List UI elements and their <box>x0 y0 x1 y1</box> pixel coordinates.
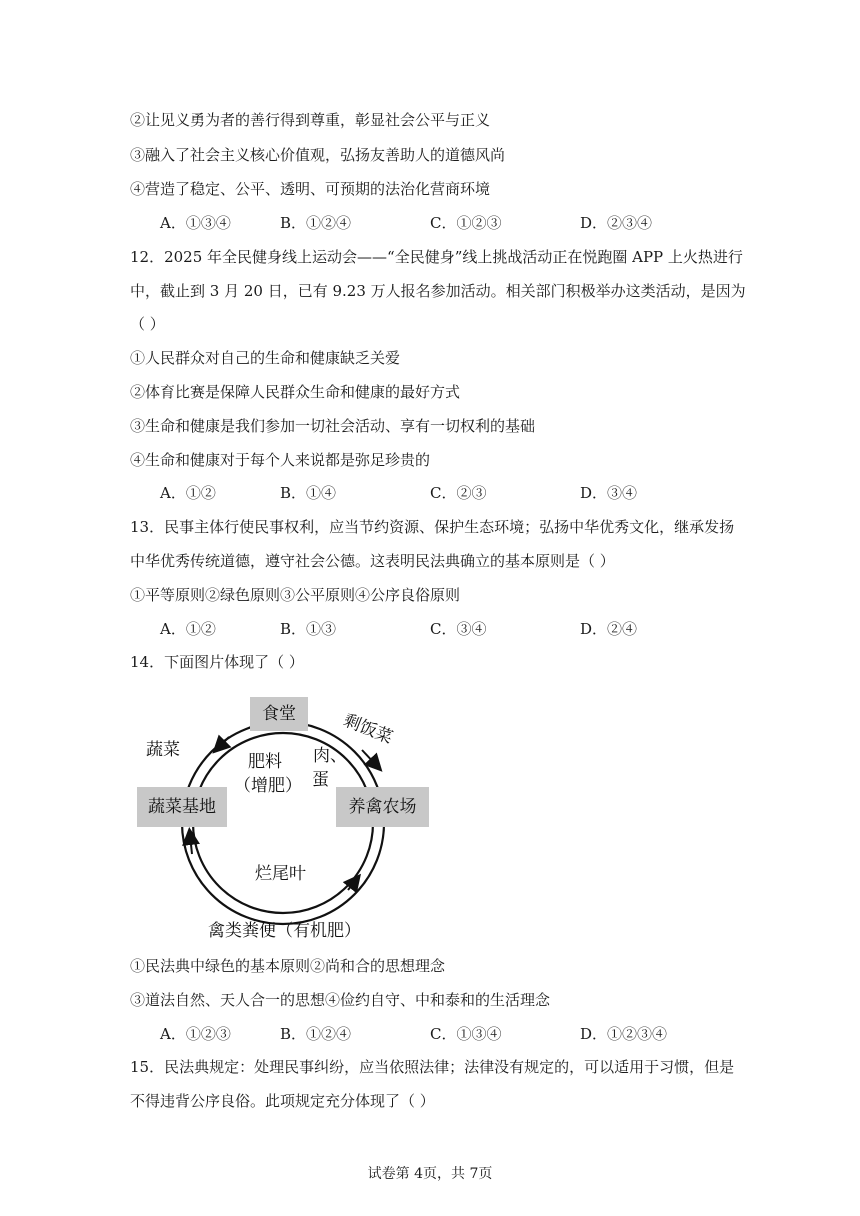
q15-stem-line-2: 不得违背公序良俗。此项规定充分体现了（ ） <box>130 1092 435 1110</box>
q13-option-a: A．①② <box>160 620 216 638</box>
leftovers-label: 剩饭菜 <box>340 710 396 749</box>
vegetable-base-box: 蔬菜基地 <box>137 787 227 827</box>
q12-stem-line-2: 中，截止到 3 月 20 日，已有 9.23 万人报名参加活动。相关部门积极举办这类活动，是因为 <box>130 282 746 300</box>
q12-stem-line-3: （ ） <box>130 315 165 333</box>
q14-option-a: A．①②③ <box>160 1025 231 1043</box>
q11-option-a: A．①③④ <box>160 214 231 232</box>
fertilizer-note-label: （增肥） <box>234 776 302 796</box>
q13-option-b: B．①③ <box>280 620 337 638</box>
q14-option-b: B．①②④ <box>280 1025 352 1043</box>
q13-stem-line-2: 中华优秀传统道德，遵守社会公德。这表明民法典确立的基本原则是（ ） <box>130 552 615 570</box>
q12-option-c: C．②③ <box>430 484 487 502</box>
vegetables-label: 蔬菜 <box>146 740 180 760</box>
q13-stem-line-1: 13．民事主体行使民事权利，应当节约资源、保护生态环境；弘扬中华优秀文化，继承发扬 <box>130 518 735 536</box>
q11-item-3: ③融入了社会主义核心价值观，弘扬友善助人的道德风尚 <box>130 146 506 164</box>
q14-item-line-1: ①民法典中绿色的基本原则②尚和合的思想理念 <box>130 957 446 975</box>
page-footer: 试卷第 4页，共 7页 <box>367 1166 493 1182</box>
q12-item-3: ③生命和健康是我们参加一切社会活动、享有一切权利的基础 <box>130 417 536 435</box>
q12-item-4: ④生命和健康对于每个人来说都是弥足珍贵的 <box>130 451 431 469</box>
q13-option-c: C．③④ <box>430 620 487 638</box>
arrow-base-up <box>190 835 192 854</box>
q12-option-b: B．①④ <box>280 484 337 502</box>
q14-item-line-2: ③道法自然、天人合一的思想④俭约自守、中和泰和的生活理念 <box>130 991 551 1009</box>
manure-label: 禽类粪便（有机肥） <box>208 921 361 941</box>
q13-items: ①平等原则②绿色原则③公平原则④公序良俗原则 <box>130 586 461 604</box>
q12-option-d: D．③④ <box>580 484 638 502</box>
poultry-farm-box: 养禽农场 <box>336 787 429 827</box>
q14-option-d: D．①②③④ <box>580 1025 668 1043</box>
cycle-diagram <box>130 690 440 945</box>
arrow-canteen-to-base <box>218 737 229 748</box>
meat-egg-label-1: 肉、 <box>313 746 347 766</box>
q14-option-c: C．①③④ <box>430 1025 502 1043</box>
q13-option-d: D．②④ <box>580 620 638 638</box>
rotten-leaves-label: 烂尾叶 <box>255 864 306 884</box>
q11-option-d: D．②③④ <box>580 214 653 232</box>
q12-item-1: ①人民群众对自己的生命和健康缺乏关爱 <box>130 349 401 367</box>
q12-option-a: A．①② <box>160 484 216 502</box>
q12-stem-line-1: 12．2025 年全民健身线上运动会——“全民健身”线上挑战活动正在悦跑圈 APP 上火热进行 <box>130 248 743 266</box>
q15-stem-line-1: 15．民法典规定：处理民事纠纷，应当依照法律；法律没有规定的，可以适用于习惯，但是 <box>130 1058 735 1076</box>
q11-option-c: C．①②③ <box>430 214 502 232</box>
meat-egg-label-2: 蛋 <box>312 770 329 790</box>
fertilizer-label: 肥料 <box>248 752 282 772</box>
canteen-box: 食堂 <box>250 697 308 731</box>
q11-option-b: B．①②④ <box>280 214 352 232</box>
q11-item-4: ④营造了稳定、公平、透明、可预期的法治化营商环境 <box>130 180 491 198</box>
q11-item-2: ②让见义勇为者的善行得到尊重，彰显社会公平与正义 <box>130 111 491 129</box>
q12-item-2: ②体育比赛是保障人民群众生命和健康的最好方式 <box>130 383 461 401</box>
q14-stem: 14．下面图片体现了（ ） <box>130 653 304 671</box>
